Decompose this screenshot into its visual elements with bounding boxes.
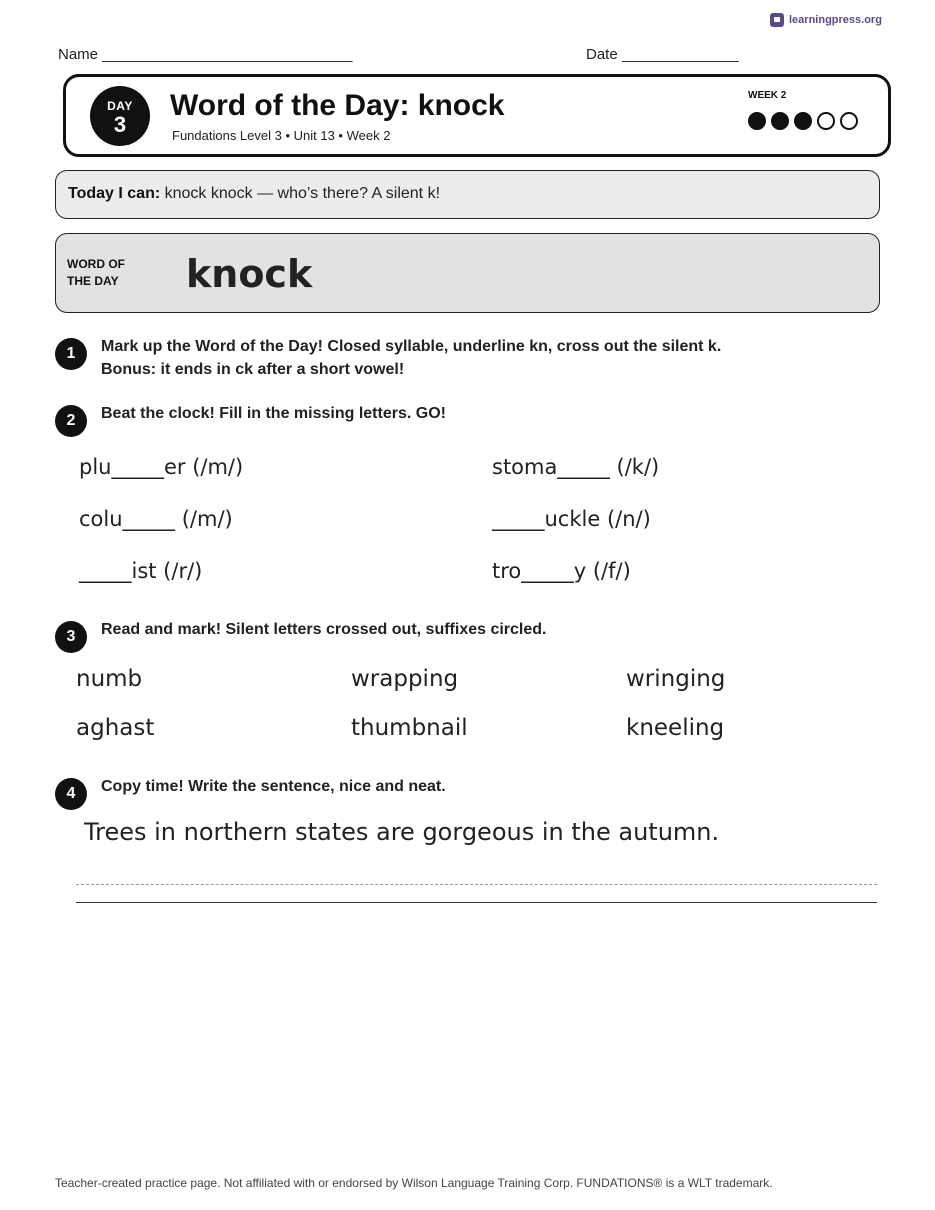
word-list-item: wringing [626, 666, 726, 692]
fill-in-item: colu_____ (/m/) [79, 507, 233, 531]
date-field: Date ______________ [586, 46, 739, 63]
today-text: knock knock — who’s there? A silent k! [160, 185, 441, 202]
progress-dot-empty [817, 112, 835, 130]
question-4-number: 4 [55, 778, 87, 810]
question-3-text: Read and mark! Silent letters crossed out, suffixes circled. [101, 621, 547, 638]
today-label: Today I can: [68, 185, 161, 202]
question-1-line2: Bonus: it ends in ck after a short vowel! [101, 361, 405, 378]
week-progress-dots [748, 112, 858, 130]
day-number: 3 [113, 112, 127, 137]
word-of-day-label-line2: THE DAY [67, 274, 119, 288]
page-subtitle: Fundations Level 3 • Unit 13 • Week 2 [172, 128, 391, 143]
progress-dot-empty [840, 112, 858, 130]
footer-disclaimer: Teacher-created practice page. Not affiliated with or endorsed by Wilson Language Training Corp. FUNDATIONS® is a WLT trademark. [55, 1176, 773, 1190]
today-i-can-box [55, 170, 880, 219]
word-list-item: thumbnail [351, 715, 468, 741]
fill-in-item: tro_____y (/f/) [492, 559, 631, 583]
question-1-number: 1 [55, 338, 87, 370]
fill-in-item: _____ist (/r/) [79, 559, 203, 583]
word-of-day-label [67, 256, 125, 290]
question-1-line1: Mark up the Word of the Day! Closed syllable, underline kn, cross out the silent k. [101, 338, 722, 355]
fill-in-item: plu_____er (/m/) [79, 455, 244, 479]
page-title: Word of the Day: knock [170, 89, 505, 122]
word-list-item: kneeling [626, 715, 725, 741]
handwriting-baseline[interactable] [76, 902, 877, 903]
question-1-text [101, 335, 721, 381]
word-list-item: wrapping [351, 666, 459, 692]
logo-icon [770, 13, 784, 27]
word-of-day: knock [186, 252, 313, 296]
progress-dot-filled [748, 112, 766, 130]
question-2-number: 2 [55, 405, 87, 437]
word-list-item: aghast [76, 715, 155, 741]
question-3-number: 3 [55, 621, 87, 653]
progress-dot-filled [794, 112, 812, 130]
word-of-day-box [55, 233, 880, 313]
week-label: WEEK 2 [748, 90, 787, 101]
brand [770, 13, 882, 27]
fill-in-item: stoma_____ (/k/) [492, 455, 660, 479]
word-list-item: numb [76, 666, 143, 692]
header-card [63, 74, 891, 157]
copy-sentence: Trees in northern states are gorgeous in the autumn. [84, 818, 720, 846]
day-badge [90, 86, 150, 146]
question-4-text: Copy time! Write the sentence, nice and neat. [101, 778, 446, 795]
brand-text: learningpress.org [789, 14, 882, 26]
handwriting-midline [76, 884, 877, 885]
fill-in-item: _____uckle (/n/) [492, 507, 651, 531]
name-field: Name ______________________________ [58, 46, 353, 63]
question-2-text: Beat the clock! Fill in the missing letters. GO! [101, 405, 446, 422]
word-of-day-label-line1: WORD OF [67, 257, 125, 271]
day-label: DAY [107, 99, 133, 113]
progress-dot-filled [771, 112, 789, 130]
